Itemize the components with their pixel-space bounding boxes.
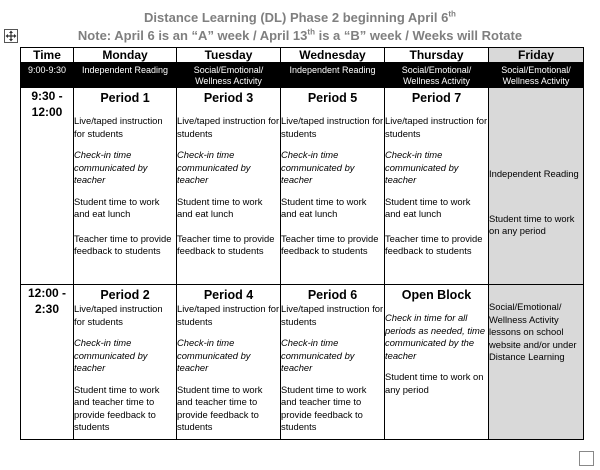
morning-band-row (21, 63, 584, 88)
cell-line: Student time to work and teacher time to provide feedback to students (281, 383, 367, 432)
col-friday-header: Friday (489, 48, 584, 63)
block2-wednesday (281, 285, 385, 440)
cell-line: Live/taped instruction for students (281, 115, 384, 139)
block1-monday (74, 88, 177, 285)
block2-time: 12:00 - 2:30 (21, 285, 74, 440)
cell-line: Student time to work and eat lunch (74, 195, 160, 219)
block1-row (21, 88, 584, 285)
resize-handle-icon[interactable] (579, 451, 594, 466)
cell-line: Teacher time to provide feedback to students (74, 232, 172, 256)
cell-line: Student time to work and eat lunch (385, 195, 471, 219)
band-time: 9:00-9:30 (21, 63, 74, 88)
block1-time: 9:30 - 12:00 (21, 88, 74, 285)
cell-line: Check in time for all periods as needed, time communicated by the teacher (385, 312, 486, 361)
cell-line: Student time to work on any period (489, 212, 575, 236)
cell-line: Student time to work and teacher time to provide feedback to students (74, 383, 160, 432)
col-tuesday-header: Tuesday (177, 48, 281, 63)
cell-line: Check-in time communicated by teacher (385, 149, 459, 185)
schedule-table (20, 47, 584, 440)
block2-row (21, 285, 584, 440)
cell-line: Live/taped instruction for students (177, 115, 280, 139)
header-row (21, 48, 584, 63)
period-title: Open Block (401, 288, 472, 302)
col-thursday-header: Thursday (385, 48, 489, 63)
block1-thursday (385, 88, 489, 285)
cell-line: Student time to work on any period (385, 371, 484, 395)
block2-friday (489, 285, 584, 440)
band-tuesday: Social/Emotional/ Wellness Activity (177, 63, 281, 88)
period-title: Period 4 (203, 288, 254, 302)
period-title: Period 1 (100, 91, 150, 105)
period-title: Period 7 (411, 91, 462, 105)
cell-line: Check-in time communicated by teacher (74, 149, 148, 185)
cell-line: Teacher time to provide feedback to students (177, 232, 275, 256)
cell-line: Independent Reading (489, 168, 579, 179)
cell-line: Social/Emotional/ Wellness Activity lessons on school website and/or under Distance Learning (489, 301, 577, 362)
cell-line: Live/taped instruction for students (74, 115, 163, 139)
cell-line: Teacher time to provide feedback to students (281, 232, 379, 256)
col-wednesday-header: Wednesday (281, 48, 385, 63)
col-monday-header: Monday (74, 48, 177, 63)
period-title: Period 2 (100, 288, 150, 302)
cell-line: Live/taped instruction for students (74, 303, 163, 327)
cell-line: Check-in time communicated by teacher (177, 149, 251, 185)
col-time-header: Time (21, 48, 74, 63)
cell-line: Check-in time communicated by teacher (281, 337, 355, 373)
cell-line: Check-in time communicated by teacher (281, 149, 355, 185)
cell-line: Student time to work and eat lunch (281, 195, 367, 219)
block2-tuesday (177, 285, 281, 440)
cell-line: Student time to work and teacher time to provide feedback to students (177, 383, 263, 432)
band-friday: Social/Emotional/ Wellness Activity (489, 63, 584, 88)
block1-tuesday (177, 88, 281, 285)
band-thursday: Social/Emotional/ Wellness Activity (385, 63, 489, 88)
block2-thursday (385, 285, 489, 440)
cell-line: Live/taped instruction for students (385, 115, 488, 139)
document-title: Distance Learning (DL) Phase 2 beginning April 6th (144, 9, 456, 25)
cell-line: Live/taped instruction for students (281, 303, 384, 327)
cell-line: Student time to work and eat lunch (177, 195, 263, 219)
cell-line: Live/taped instruction for students (177, 303, 280, 327)
block2-monday (74, 285, 177, 440)
period-title: Period 5 (307, 91, 358, 105)
band-wednesday: Independent Reading (281, 63, 385, 88)
cell-line: Check-in time communicated by teacher (74, 337, 148, 373)
band-monday: Independent Reading (74, 63, 177, 88)
period-title: Period 6 (307, 288, 358, 302)
cell-line: Teacher time to provide feedback to students (385, 232, 483, 256)
block1-wednesday (281, 88, 385, 285)
period-title: Period 3 (203, 91, 254, 105)
block1-friday (489, 88, 584, 285)
document-note: Note: April 6 is an “A” week / April 13th is a “B” week / Weeks will Rotate (77, 27, 523, 43)
move-arrows-icon[interactable] (4, 29, 18, 43)
cell-line: Check-in time communicated by teacher (177, 337, 251, 373)
